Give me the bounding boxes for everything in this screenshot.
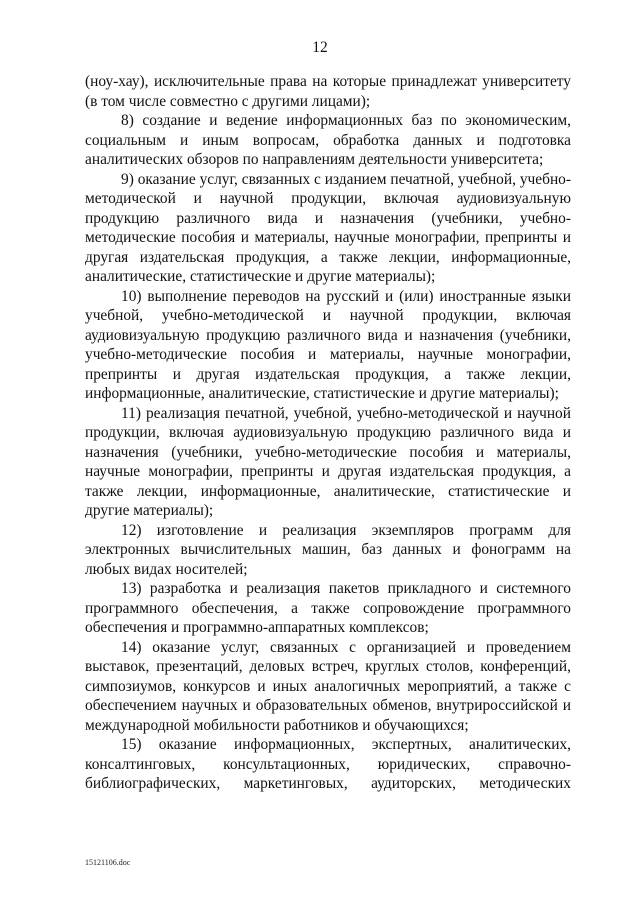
list-item-10: 10) выполнение переводов на русский и (или) иностранные языки учебной, учебно-методической и научной продукции, включая аудиовизуальную продукцию различного вида и назначения (учебники, учебно-методические пособия и материалы, научные монографии, препринты и другая издательская продукция, а также лекции, информационные, аналитические, статистические и другие материалы);: [85, 287, 571, 402]
document-body: [85, 72, 571, 794]
list-item-12: 12) изготовление и реализация экземпляров программ для электронных вычислительных машин, баз данных и фонограмм на любых видах носителей;: [85, 521, 571, 578]
list-item-11: 11) реализация печатной, учебной, учебно-методической и научной продукции, включая аудиовизуальную продукцию различного вида и назначения (учебники, учебно-методические пособия и материалы, научные монографии, препринты и другая издательская продукция, а также лекции, информационные, аналитические, статистические и другие материалы);: [85, 404, 571, 519]
page-number: 12: [312, 39, 328, 56]
list-item-13: 13) разработка и реализация пакетов прикладного и системного программного обеспечения, а также сопровождение программного обеспечения и программно-аппаратных комплексов;: [85, 580, 571, 636]
paragraph-continuation: (ноу-хау), исключительные права на которые принадлежат университету (в том числе совместно с другими лицами);: [85, 73, 571, 110]
list-item-14: 14) оказание услуг, связанных с организацией и проведением выставок, презентаций, деловых встреч, круглых столов, конференций, симпозиумов, конкурсов и иных аналогичных мероприятий, а также с обеспечением научных и образовательных обменов, внутрироссийской и международной мобильности работников и обучающихся;: [85, 638, 571, 734]
list-item-8: 8) создание и ведение информационных баз по экономическим, социальным и иным вопросам, обработка данных и подготовка аналитических обзоров по направлениям деятельности университета;: [85, 112, 571, 168]
list-item-9: 9) оказание услуг, связанных с изданием печатной, учебной, учебно-методической и научной продукции, включая аудиовизуальную продукцию различного вида и назначения (учебники, учебно-методические пособия и материалы, научные монографии, препринты и другая издательская продукция, а также лекции, информационные, аналитические, статистические и другие материалы);: [85, 170, 571, 285]
list-item-15: 15) оказание информационных, экспертных, аналитических, консалтинговых, консультационных, юридических, справочно-библиографических, маркетинговых, аудиторских, методических: [85, 736, 571, 792]
footer-file-code: 15121106.doc: [85, 858, 131, 867]
